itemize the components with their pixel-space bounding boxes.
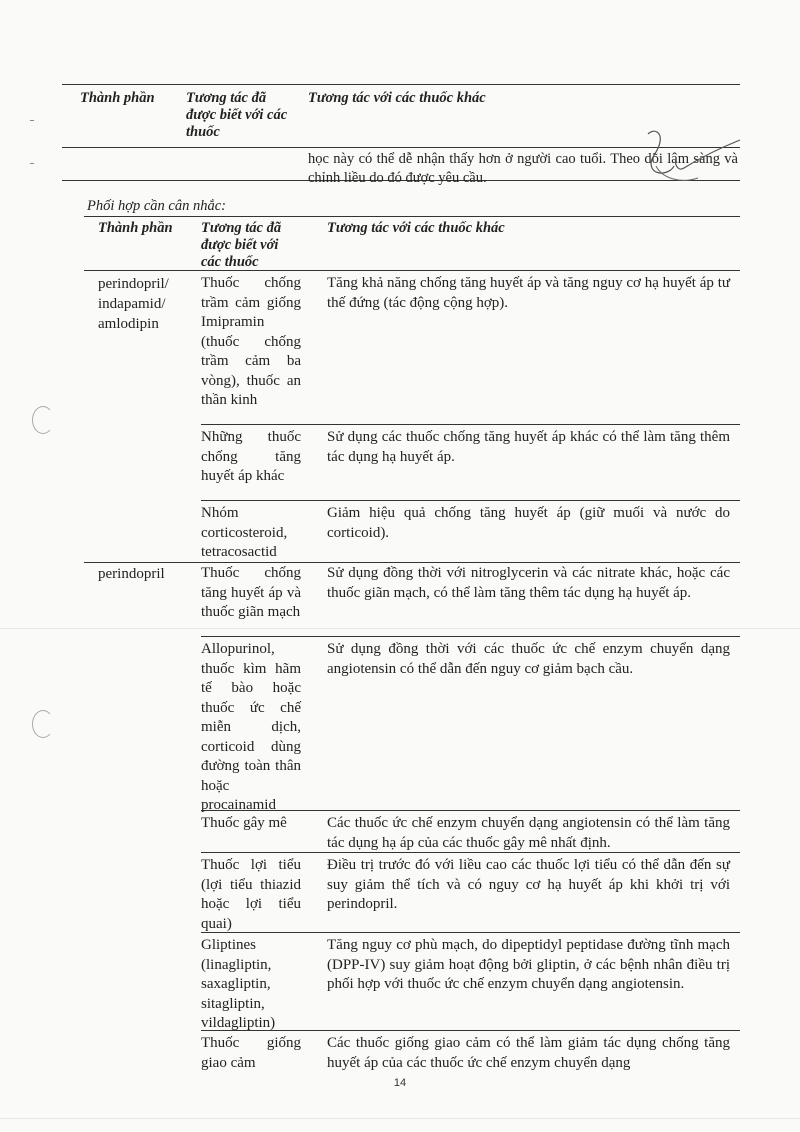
header-known-interactions: Tương tác đã được biết với các thuốc xyxy=(186,90,288,140)
drug-cell: Nhóm corticosteroid, tetracosactid xyxy=(201,505,288,560)
interaction-table xyxy=(84,216,740,1071)
drug-cell: Thuốc lợi tiểu (lợi tiểu thiazid hoặc lợi tiểu quai) xyxy=(201,857,301,932)
table-row xyxy=(62,148,740,186)
scan-mark xyxy=(30,163,34,164)
drug-cell: Thuốc giống giao cảm xyxy=(201,1035,301,1071)
drug-cell: Thuốc chống trầm cảm giống Imipramin (thuốc chống trầm cảm ba vòng), thuốc an thần kinh xyxy=(201,275,301,408)
continuation-text: học này có thể dễ nhận thấy hơn ở người cao tuổi. Theo dõi lâm sàng và chỉnh liều do đó được yêu cầu. xyxy=(308,151,738,186)
header-component: Thành phần xyxy=(98,220,173,236)
component-name: perindopril/ indapamid/ amlodipin xyxy=(98,276,169,332)
description-cell: Giảm hiệu quả chống tăng huyết áp (giữ muối và nước do corticoid). xyxy=(327,505,730,541)
row-divider xyxy=(201,1030,740,1031)
drug-cell: Allopurinol, thuốc kìm hãm tế bào hoặc thuốc ức chế miễn dịch, corticoid dùng đường toàn thân hoặc procainamid xyxy=(201,641,301,813)
punch-hole xyxy=(32,406,54,434)
row-divider xyxy=(201,852,740,853)
row-divider xyxy=(201,932,740,933)
description-cell: Tăng nguy cơ phù mạch, do dipeptidyl peptidase đường tĩnh mạch (DPP-IV) suy giảm hoạt động bởi gliptin, ở các bệnh nhân điều trị phối hợp với thuốc ức chế enzym chuyển dạng angiotensin. xyxy=(327,937,730,992)
punch-hole xyxy=(32,710,54,738)
drug-cell: Thuốc chống tăng huyết áp và thuốc giãn mạch xyxy=(201,565,301,620)
row-divider xyxy=(84,270,740,271)
description-cell: Sử dụng đồng thời với nitroglycerin và các nitrate khác, hoặc các thuốc giãn mạch, có thể làm tăng thêm tác dụng hạ huyết áp. xyxy=(327,565,730,601)
header-known-interactions: Tương tác đã được biết với các thuốc xyxy=(201,220,282,270)
section-label: Phối hợp cần cân nhắc: xyxy=(87,198,226,217)
description-cell: Sử dụng các thuốc chống tăng huyết áp khác có thể làm tăng thêm tác dụng hạ huyết áp. xyxy=(327,429,730,465)
page-number: 14 xyxy=(393,1077,407,1089)
drug-cell: Thuốc gây mê xyxy=(201,815,287,831)
header-component: Thành phần xyxy=(80,90,155,106)
row-divider xyxy=(84,562,740,563)
description-cell: Các thuốc giống giao cảm có thể làm giảm tác dụng chống tăng huyết áp của các thuốc ức chế enzym chuyển dạng xyxy=(327,1035,730,1071)
scan-fold-line xyxy=(0,628,800,629)
description-cell: Sử dụng đồng thời với các thuốc ức chế enzym chuyển dạng angiotensin có thể dẫn đến nguy cơ giảm bạch cầu. xyxy=(327,641,730,677)
table-header xyxy=(62,84,740,148)
header-other-interactions: Tương tác với các thuốc khác xyxy=(327,220,505,236)
scan-fold-line xyxy=(0,1118,800,1119)
scan-mark xyxy=(30,120,34,121)
row-divider xyxy=(201,424,740,425)
component-name: perindopril xyxy=(98,566,165,582)
drug-cell: Những thuốc chống tăng huyết áp khác xyxy=(201,429,301,484)
interaction-table-continued xyxy=(62,84,740,186)
row-divider xyxy=(201,810,740,811)
drug-cell: Gliptines (linagliptin, saxagliptin, sitagliptin, vildagliptin) xyxy=(201,937,276,1031)
description-cell: Các thuốc ức chế enzym chuyển dạng angiotensin có thể làm tăng tác dụng hạ áp của các thuốc gây mê nhất định. xyxy=(327,815,730,851)
description-cell: Điều trị trước đó với liều cao các thuốc lợi tiểu có thể dẫn đến sự suy giảm thể tích và có nguy cơ hạ huyết áp khi khởi trị với perindopril. xyxy=(327,857,730,912)
row-divider xyxy=(201,636,740,637)
header-other-interactions: Tương tác với các thuốc khác xyxy=(308,90,486,106)
row-divider xyxy=(201,500,740,501)
description-cell: Tăng khả năng chống tăng huyết áp và tăng nguy cơ hạ huyết áp tư thế đứng (tác động cộng hợp). xyxy=(327,275,730,311)
table-header xyxy=(84,216,740,271)
signature-mark xyxy=(640,128,750,194)
